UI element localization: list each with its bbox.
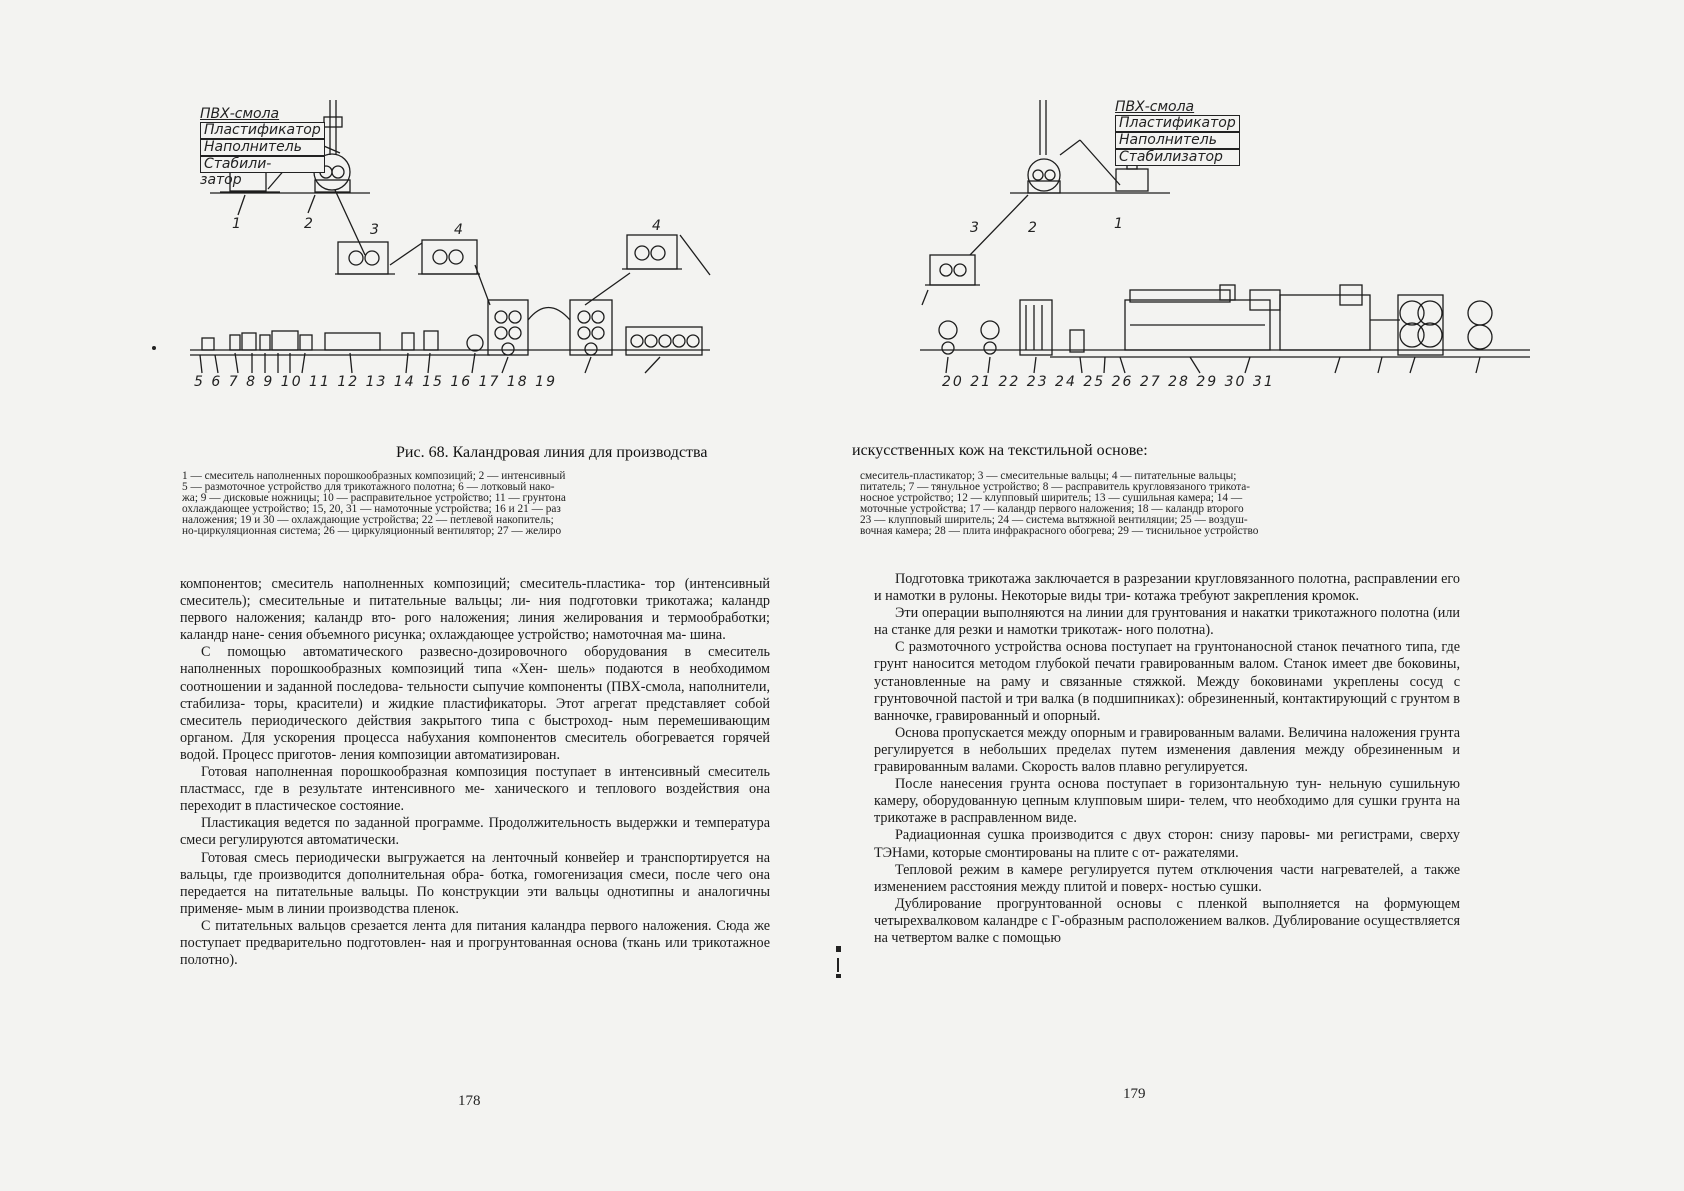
- figure-bottom-numbers: 5 6 7 8 9 10 11 12 13 14 15 16 17 18 19: [194, 374, 557, 390]
- text-line: ботка, гомогенизация смеси, после чего она передается на питательные: [180, 866, 770, 900]
- figure-number: 2: [304, 216, 313, 232]
- text-line: ражателями.: [1163, 844, 1239, 861]
- text-line: После нанесения грунта основа поступает в горизонтальную тун-: [895, 776, 1322, 793]
- legend-line: жа; 9 — дисковые ножницы; 10 — расправительное устройство; 11 — грунтона: [182, 492, 566, 504]
- text-line: формующем четырехвалковом каландре с Г-образным расположением: [874, 895, 1461, 929]
- text-line: первого наложения. Сюда же поступает предварительно подготовлен-: [180, 917, 770, 951]
- figure-number: 4: [454, 222, 463, 238]
- body-paragraph: [874, 571, 1460, 605]
- text-line: С помощью автоматического развесно-дозировочного оборудования: [201, 644, 668, 661]
- text-line: шель» подаются в необходимом соотношении и заданной последова-: [180, 661, 770, 695]
- text-line: Величина наложения грунта регулируется в небольших пределах путем: [874, 724, 1461, 758]
- text-line: тор (интенсивный смеситель); смесительные и питательные вальцы; ли-: [180, 576, 771, 610]
- text-line: ная и прогрунтованная основа (ткань или трикотажное полотно).: [180, 934, 771, 969]
- text-line: телем, что необходимо для сушки грунта на трикотаже в расправленном: [874, 793, 1460, 827]
- text-line: котажа требуют закрепления кромок.: [1134, 588, 1360, 605]
- calender-line-figure-right: [920, 95, 1540, 420]
- text-line: интенсивный смеситель пластмасс, где в результате интенсивного ме-: [180, 764, 770, 798]
- body-paragraph: [180, 850, 770, 918]
- body-paragraph: [874, 725, 1460, 776]
- legend-line: смеситель-пластикатор; 3 — смесительные вальцы; 4 — питательные вальцы;: [860, 470, 1237, 482]
- gutter-mark: [836, 974, 841, 978]
- figure-number: 3: [970, 220, 979, 236]
- text-line: С питательных вальцов срезается лента для питания каландра: [201, 917, 586, 934]
- text-line: грунтовочной пастой и три валка (в подшипниках): обрезиненный,: [874, 690, 1279, 707]
- text-line: Пластикация ведется по заданной программе. Продолжительность: [201, 815, 612, 832]
- text-line: собой смеситель периодического действия закрытого типа с быстроход-: [180, 695, 771, 729]
- text-line: Тепловой режим в камере регулируется путем отключения части: [895, 861, 1314, 878]
- text-line: компонентов смеситель обогревается горячей водой. Процесс приготов-: [180, 729, 771, 763]
- page-number: 178: [458, 1093, 481, 1109]
- text-line: ханического и теплового воздействия она переходит в пластическое: [180, 781, 771, 815]
- body-text: [874, 571, 1460, 947]
- body-paragraph: [874, 605, 1460, 639]
- text-line: станок печатного типа, где грунт наносится методом глубокой печати: [874, 639, 1460, 673]
- scan-dot: [152, 346, 156, 350]
- text-line: нельную сушильную камеру, оборудованную цепным клупповым шири-: [874, 776, 1461, 810]
- text-line: ным перемешивающим органом. Для ускорения процесса набухания: [180, 712, 770, 746]
- text-line: Радиационная сушка производится с двух сторон: снизу паровы-: [895, 827, 1310, 844]
- figure-caption: Рис. 68. Каландровая линия для производства: [396, 444, 708, 461]
- text-line: сения объемного рисунка; охлаждающее устройство; намоточная ма-: [267, 627, 687, 644]
- input-label: ПВХ-смола: [200, 106, 280, 122]
- text-line: в смеситель наполненных порошкообразных композиций типа «Хен-: [180, 644, 771, 678]
- body-paragraph: [180, 644, 770, 764]
- text-line: ми регистрами, сверху ТЭНами, которые смонтированы на плите с от-: [874, 827, 1460, 861]
- input-label: Пластификатор: [1115, 115, 1240, 132]
- text-line: Основа пропускается между опорным и гравированным валами.: [895, 724, 1285, 741]
- text-line: С размоточного устройства основа поступает на грунтонаносной: [895, 639, 1293, 656]
- figure-number: 2: [1028, 220, 1037, 236]
- gutter-mark: [837, 958, 839, 972]
- text-line: Эти операции выполняются на линии для грунтования и накатки: [895, 605, 1290, 622]
- text-line: ностью сушки.: [1171, 878, 1262, 895]
- input-label: Наполнитель: [200, 139, 325, 156]
- text-line: состояние.: [339, 798, 404, 815]
- legend-line: но-циркуляционная система; 26 — циркуляционный вентилятор; 27 — желиро: [182, 525, 562, 537]
- input-label: Стабили-: [200, 156, 325, 173]
- legend-line: 5 — размоточное устройство для трикотажного полотна; 6 — лотковый нако-: [182, 481, 555, 493]
- text-line: Готовая смесь периодически выгружается на ленточный конвейер: [201, 849, 620, 866]
- input-label: Наполнитель: [1115, 132, 1240, 149]
- figure-legend: [182, 471, 752, 537]
- text-line: валков. Дублирование осуществляется на четвертом валке с помощью: [874, 912, 1460, 946]
- body-text: [180, 576, 770, 969]
- text-line: ления композиции автоматизирован.: [339, 746, 561, 763]
- body-paragraph: [180, 815, 770, 849]
- legend-line: наложения; 19 и 30 — охлаждающие устройства; 22 — петлевой накопитель;: [182, 514, 554, 526]
- text-line: Готовая наполненная порошкообразная композиция поступает в: [201, 764, 612, 781]
- calender-line-figure-left: [190, 95, 780, 425]
- body-paragraph: [874, 827, 1460, 861]
- body-paragraph: [874, 862, 1460, 896]
- text-line: компонентов; смеситель наполненных композиций; смеситель-пластика-: [180, 576, 646, 592]
- input-label: Стабилизатор: [1115, 149, 1240, 166]
- text-line: трикотажного полотна (или на станке для резки и намотки трикотаж-: [874, 605, 1460, 639]
- text-line: вальцы. По конструкции эти вальцы однотипны и аналогичны применяе-: [180, 883, 770, 917]
- figure-number: 4: [652, 218, 661, 234]
- figure-bottom-numbers: 20 21 22 23 24 25 26 27 28 29 30 31: [942, 374, 1275, 390]
- legend-line: 1 — смеситель наполненных порошкообразных композиций; 2 — интенсивный: [182, 470, 566, 482]
- legend-line: носное устройство; 12 — клупповый ширитель; 13 — сушильная камера; 14 —: [860, 492, 1243, 504]
- input-label: Пластификатор: [200, 122, 325, 139]
- text-line: Скорость валов плавно регулируется.: [1021, 759, 1248, 776]
- gutter-mark: [836, 946, 841, 952]
- input-label: ПВХ-смола: [1115, 99, 1195, 115]
- text-line: изменения давления между обрезиненным и гравированным валами.: [874, 741, 1460, 776]
- text-line: ния подготовки трикотажа; каландр первого наложения; каландр вто-: [180, 593, 771, 627]
- text-line: тельности сыпучие компоненты (ПВХ-смола, наполнители, стабилиза-: [180, 678, 770, 712]
- legend-line: охлаждающее устройство; 15, 20, 31 — намоточные устройства; 16 и 21 — раз: [182, 503, 561, 515]
- text-line: торы, красители) и жидкие пластификаторы. Этот агрегат представляет: [254, 695, 726, 712]
- figure-legend: [860, 471, 1435, 537]
- figure-caption-continued: искусственных кож на текстильной основе:: [852, 442, 1148, 459]
- body-paragraph: [874, 896, 1460, 947]
- text-line: и транспортируется на вальцы, где производится дополнительная обра-: [180, 849, 770, 883]
- legend-line: 23 — клупповый ширитель; 24 — система вытяжной вентиляции; 25 — воздуш-: [860, 514, 1248, 526]
- text-line: Подготовка трикотажа заключается в разрезании кругловязанного: [895, 571, 1295, 587]
- body-paragraph: [180, 576, 770, 644]
- figure-number: 1: [1114, 216, 1123, 232]
- body-paragraph: [180, 918, 770, 969]
- page-number: 179: [1123, 1086, 1146, 1102]
- figure-number: 3: [370, 222, 379, 238]
- text-line: мым в линии производства пленок.: [246, 900, 459, 917]
- legend-line: вочная камера; 28 — плита инфракрасного обогрева; 29 — тиснильное устройство: [860, 525, 1259, 537]
- body-paragraph: [874, 639, 1460, 724]
- text-line: нагревателей, а также изменением расстояния между плитой и поверх-: [874, 861, 1461, 895]
- figure-number: 1: [232, 216, 241, 232]
- text-line: виде.: [1045, 810, 1077, 827]
- text-line: раму и связанные стяжкой. Между боковинами укреплены сосуд с: [1001, 673, 1461, 690]
- text-line: полотна, расправлении его и намотки в рулоны. Некоторые виды три-: [874, 571, 1460, 605]
- text-line: шина.: [689, 627, 726, 644]
- body-paragraph: [874, 776, 1460, 827]
- text-line: Дублирование прогрунтованной основы с пленкой выполняется на: [895, 895, 1369, 912]
- text-line: ного полотна).: [1125, 622, 1214, 639]
- text-line: выдержки и температура смеси регулируются автоматически.: [180, 815, 771, 849]
- legend-line: питатель; 7 — тянульное устройство; 8 — расправитель кругловязаного трикота-: [860, 481, 1251, 493]
- input-label: затор: [200, 172, 242, 188]
- right-page: [842, 0, 1684, 1191]
- body-paragraph: [180, 764, 770, 815]
- legend-line: моточные устройства; 17 — каландр первого наложения; 18 — каландр второго: [860, 503, 1244, 515]
- text-line: гравированным валом. Станок имеет две боковины, установленные на: [874, 656, 1460, 690]
- text-line: контактирующий с грунтом в ванночке, гравированный и опорный.: [874, 690, 1461, 724]
- text-line: рого наложения; линия желирования и термообработки; каландр нане-: [180, 610, 770, 644]
